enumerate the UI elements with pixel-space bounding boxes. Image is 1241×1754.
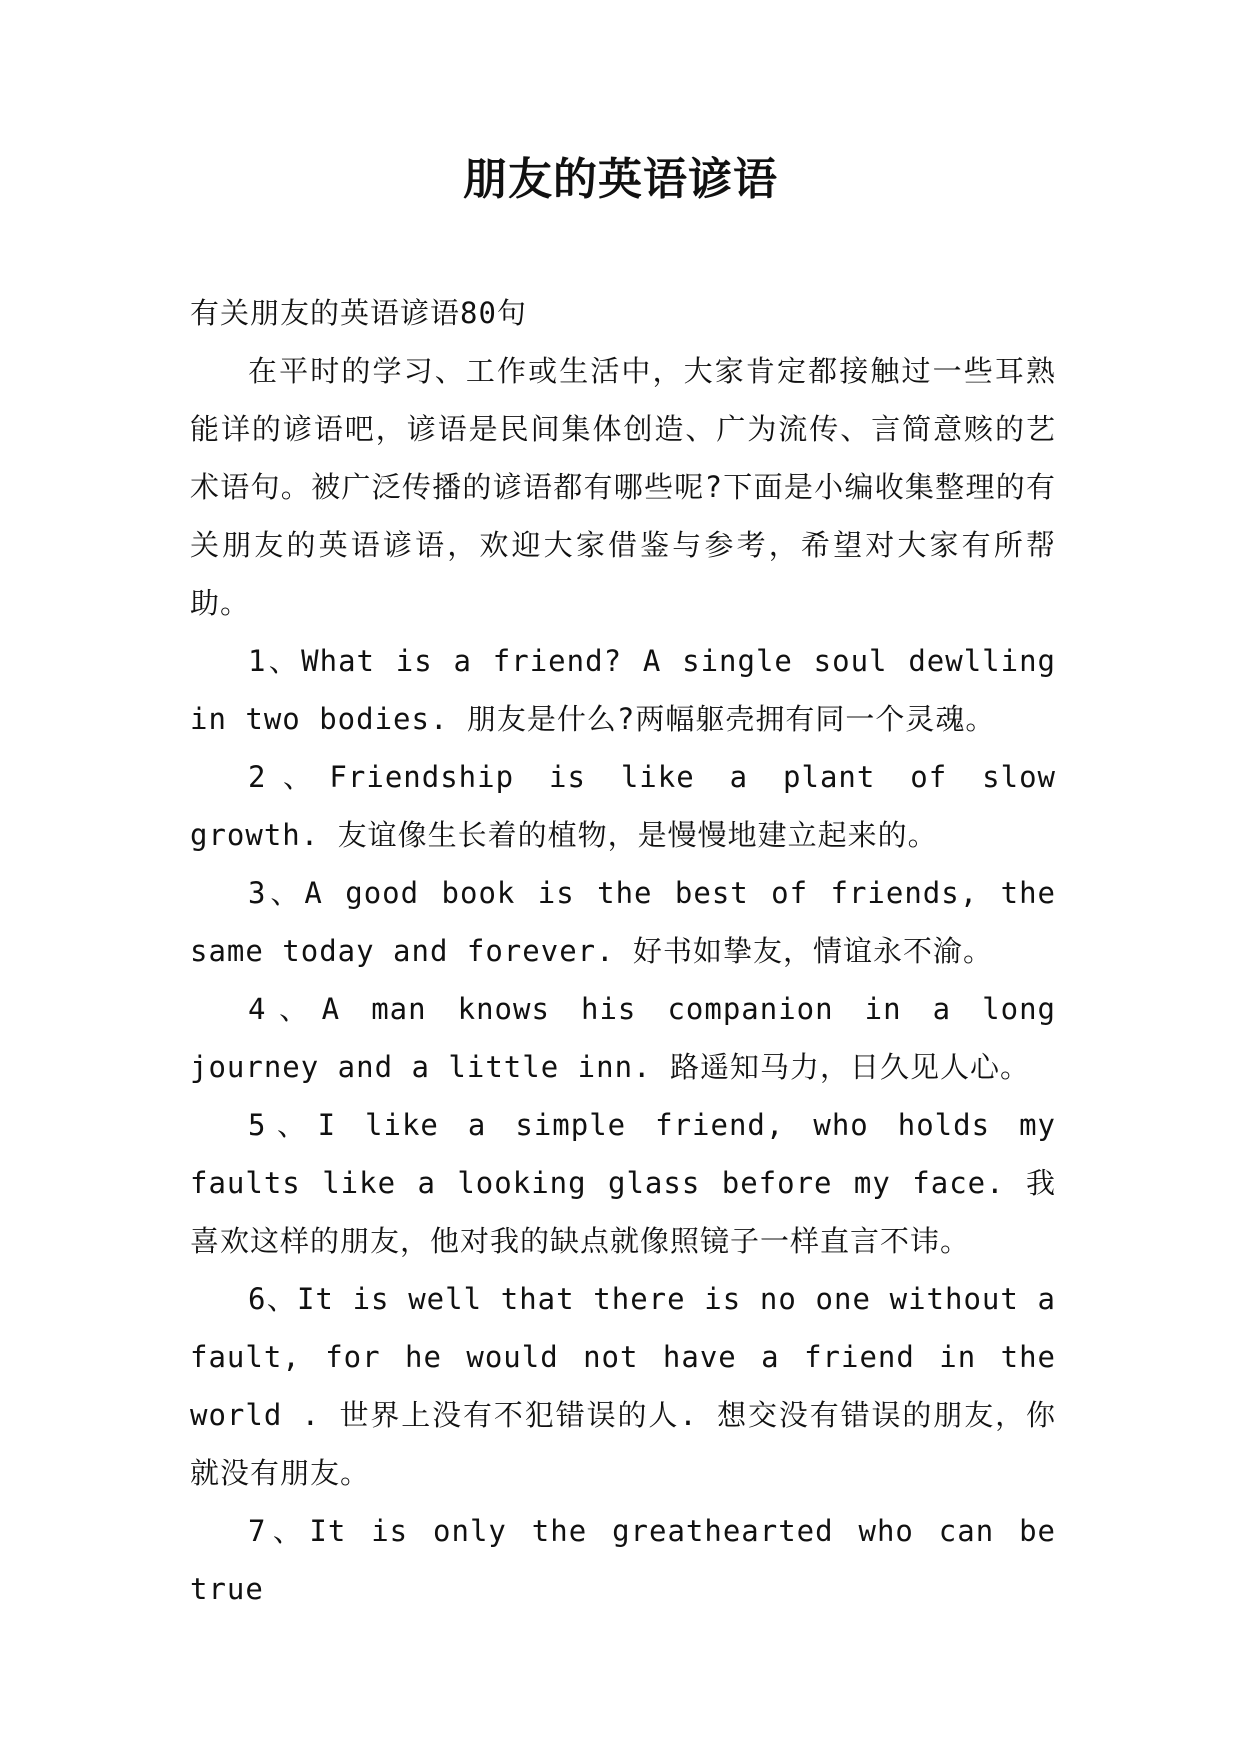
subtitle-line: 有关朋友的英语谚语80句	[190, 296, 527, 330]
document-body	[190, 284, 1056, 1618]
proverb-item-1: 1、What is a friend? A single soul dewlling in two bodies. 朋友是什么?两幅躯壳拥有同一个灵魂。	[190, 644, 1056, 736]
proverb-item-4: 4、A man knows his companion in a long journey and a little inn. 路遥知马力，日久见人心。	[190, 992, 1056, 1084]
proverb-item-6: 6、It is well that there is no one without a fault, for he would not have a friend in the world . 世界上没有不犯错误的人. 想交没有错误的朋友，你就没有朋友。	[190, 1282, 1056, 1490]
proverb-item-3: 3、A good book is the best of friends, the same today and forever. 好书如挚友，情谊永不渝。	[190, 876, 1056, 968]
proverb-item-5: 5、I like a simple friend, who holds my faults like a looking glass before my face. 我喜欢这样的朋友，他对我的缺点就像照镜子一样直言不讳。	[190, 1108, 1056, 1258]
document-title: 朋友的英语谚语	[463, 154, 778, 205]
proverb-item-2: 2、Friendship is like a plant of slow growth. 友谊像生长着的植物，是慢慢地建立起来的。	[190, 760, 1056, 852]
proverb-item-7: 7、It is only the greathearted who can be true	[190, 1514, 1056, 1606]
intro-paragraph: 在平时的学习、工作或生活中，大家肯定都接触过一些耳熟能详的谚语吧，谚语是民间集体创造、广为流传、言简意赅的艺术语句。被广泛传播的谚语都有哪些呢?下面是小编收集整理的有关朋友的英语谚语，欢迎大家借鉴与参考，希望对大家有所帮助。	[190, 354, 1056, 620]
